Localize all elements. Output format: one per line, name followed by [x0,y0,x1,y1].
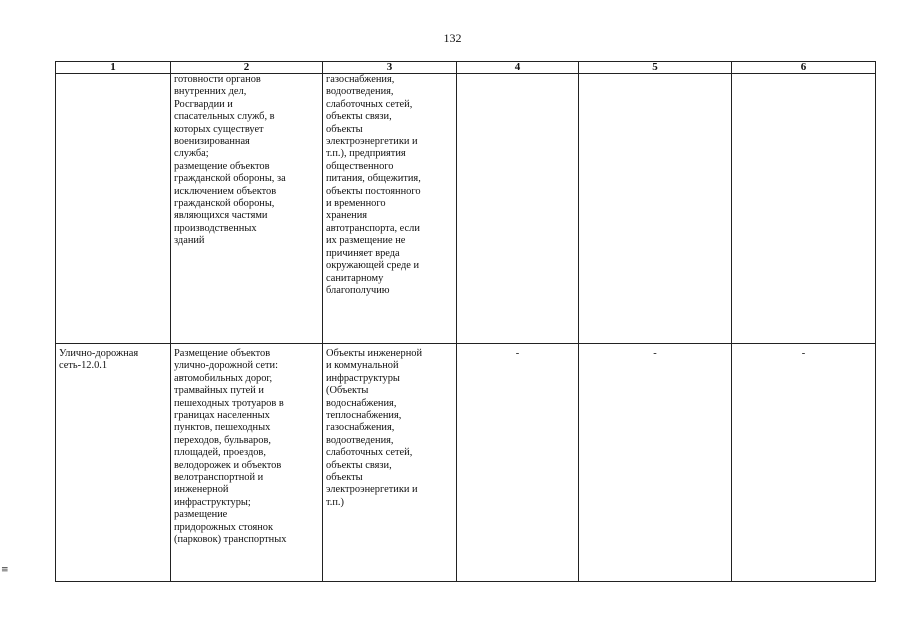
table-cell-description: готовности органов внутренних дел, Росгвардии и спасательных служб, в которых существует военизированная служба; размещение объектов гражданской обороны, за исключением объектов гражданской обороны, являющихся частями производственных зданий [171,74,323,344]
table-row [56,74,876,344]
table-cell-5 [579,74,732,344]
document-table [55,61,876,582]
table-cell-description: Размещение объектов улично-дорожной сети: автомобильных дорог, трамвайных путей и пешеходных тротуаров в границах населенных пунктов, пешеходных переходов, бульваров, площадей, проездов, велодорожек и объектов велотранспортной и инженерной инфраструктуры; размещение придорожных стоянок (парковок) транспортных [171,344,323,582]
table-cell-name: Улично-дорожная сеть-12.0.1 [56,344,171,582]
table-cell-name [56,74,171,344]
table-row [56,344,876,582]
column-header-3: 3 [323,62,457,74]
margin-mark: ≡ [1,565,9,575]
column-header-2: 2 [171,62,323,74]
table-cell-5: - [579,344,732,582]
table-cell-permitted-objects: Объекты инженерной и коммунальной инфраструктуры (Объекты водоснабжения, теплоснабжения, газоснабжения, водоотведения, слаботочных сетей, объекты связи, объекты электроэнергетики и т.п.) [323,344,457,582]
column-header-6: 6 [732,62,876,74]
table-cell-6: - [732,344,876,582]
table-cell-permitted-objects: газоснабжения, водоотведения, слаботочных сетей, объекты связи, объекты электроэнергетики и т.п.), предприятия общественного питания, общежития, объекты постоянного и временного хранения автотранспорта, если их размещение не причиняет вреда окружающей среде и санитарному благополучию [323,74,457,344]
column-header-1: 1 [56,62,171,74]
column-header-4: 4 [457,62,579,74]
table-cell-6 [732,74,876,344]
table-header-row [56,62,876,74]
table-cell-4: - [457,344,579,582]
table-cell-4 [457,74,579,344]
page-number: 132 [443,31,462,45]
column-header-5: 5 [579,62,732,74]
